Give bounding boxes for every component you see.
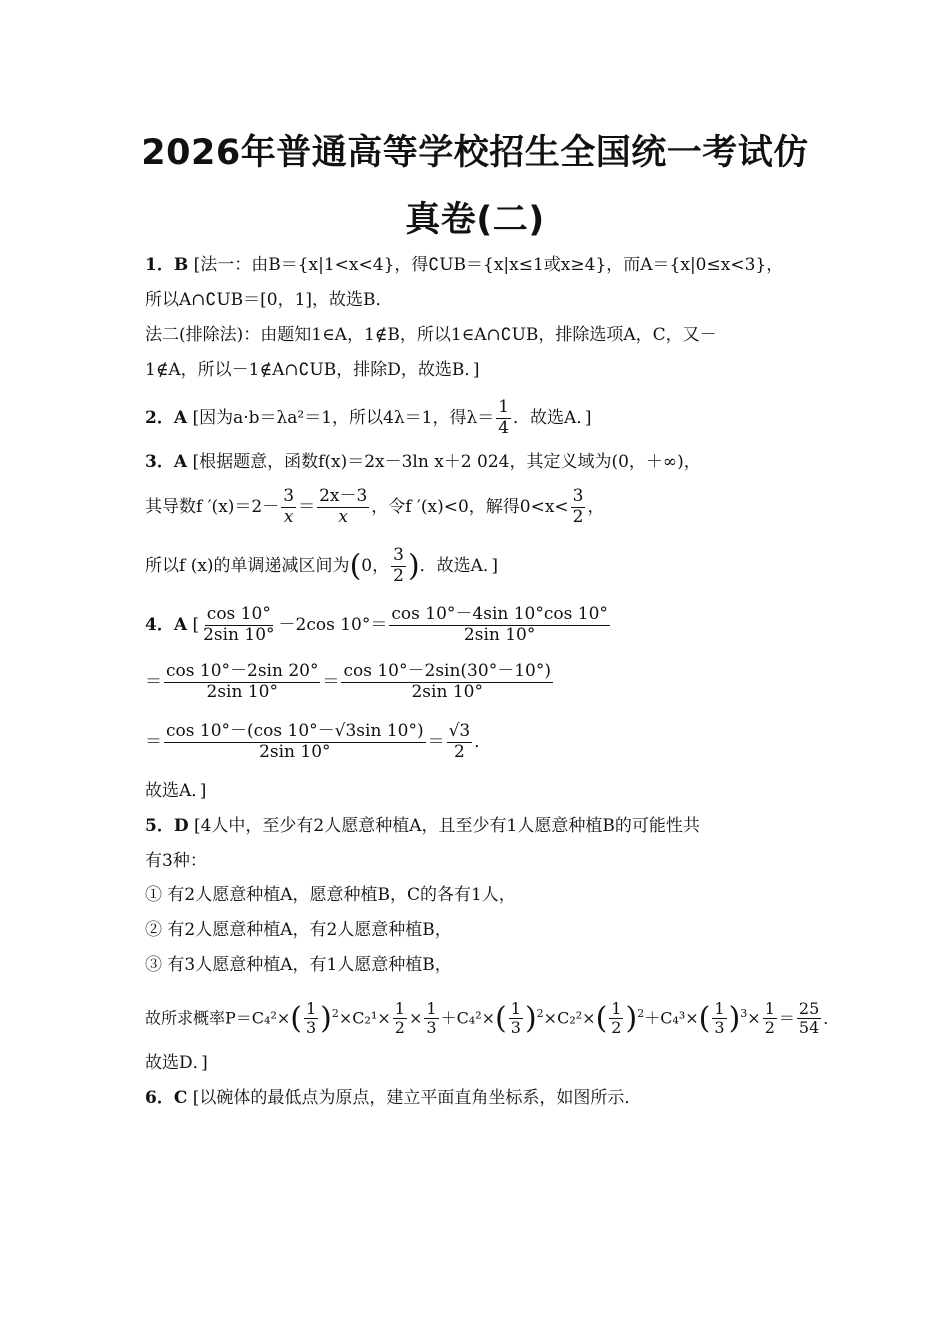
q4-line-1: [145, 603, 810, 647]
q5-term-3: ×: [408, 1008, 423, 1028]
q5-frac-d-den: 3: [510, 1018, 521, 1038]
q3-number: 3．A: [145, 452, 188, 472]
q5-power-3: 2: [637, 1007, 645, 1020]
q3-frac-1-den: x: [283, 507, 294, 527]
q3-text-2d: ，: [587, 497, 605, 517]
q6-line-1: [145, 1087, 810, 1109]
q5-line-6: [145, 990, 840, 1038]
q3-frac-1-num: 3: [283, 486, 295, 507]
q5-line-5: ③ 有3人愿意种植A，有1人愿意种植B，: [145, 955, 452, 975]
q5-frac-e-num: 1: [611, 998, 622, 1018]
q2-number: 2．A: [145, 408, 188, 428]
q3-text-3b: 0，: [361, 556, 390, 576]
q5-line-2: 有3种：: [145, 851, 207, 871]
left-paren: (: [349, 548, 362, 584]
q5-frac-b: [393, 1000, 407, 1038]
q2-text-pre: [因为a·b＝λa²＝1，所以4λ＝1，得λ＝: [192, 408, 495, 428]
q5-line-7: 故选D．]: [145, 1053, 208, 1073]
q5-term-5: ×C₂²×: [543, 1008, 596, 1028]
q5-frac-g-num: 1: [764, 998, 775, 1018]
paren-open: (: [595, 1000, 608, 1036]
paren-close: ): [320, 1000, 332, 1036]
q3-text-1: [根据题意，函数f(x)＝2x－3ln x＋2 024，其定义域为(0，＋∞)，: [192, 452, 701, 472]
q5-line-1: [145, 815, 810, 837]
right-paren: ): [407, 548, 420, 584]
q5-frac-b-den: 2: [394, 1018, 405, 1038]
q4-line-3: [145, 719, 810, 765]
q4-frac-6-den: 2: [454, 742, 465, 762]
q5-result-num: 25: [798, 998, 820, 1018]
q5-line-4: ② 有2人愿意种植A，有2人愿意种植B，: [145, 920, 452, 940]
q5-term-6: ＋C₄³×: [644, 1008, 699, 1028]
q4-frac-4-num: cos 10°－2sin(30°－10°): [343, 661, 551, 682]
q3-line-3: [145, 543, 810, 589]
q3-text-2b: ＝: [298, 497, 316, 517]
q4-frac-1: [201, 605, 276, 645]
q5-power-2: 2: [536, 1007, 544, 1020]
q3-frac-2-num: 2x－3: [319, 486, 368, 507]
q1-line-2: 所以A∩∁UB＝[0，1]，故选B．: [145, 290, 393, 310]
q3-text-3c: ．故选A．]: [419, 556, 499, 576]
q5-power-4: 3: [740, 1007, 748, 1020]
q5-frac-c-num: 1: [426, 998, 437, 1018]
q4-text-3c: ．: [474, 732, 492, 752]
paren-close: ): [728, 1000, 741, 1036]
q3-frac-4-num: 3: [393, 545, 404, 566]
q3-frac-4: [391, 546, 406, 586]
page-title-line-1: 2026年普通高等学校招生全国统一考试仿: [141, 133, 809, 173]
q3-text-3a: 所以f (x)的单调递减区间为: [145, 556, 350, 576]
q5-frac-c-den: 3: [426, 1018, 437, 1038]
q4-text-2b: ＝: [322, 672, 340, 692]
q5-term-1: C₄²×: [251, 1008, 291, 1028]
q3-frac-2-den: x: [338, 507, 348, 527]
q6-text-1: [以碗体的最低点为原点，建立平面直角坐标系，如图所示．: [192, 1088, 642, 1108]
q4-text-2a: ＝: [145, 672, 162, 692]
q4-frac-4: [341, 662, 552, 702]
q4-text-1a: [: [192, 615, 200, 635]
q5-frac-a: [304, 1000, 318, 1038]
q5-frac-e-den: 2: [611, 1018, 622, 1038]
q5-term-7: ×: [747, 1008, 761, 1028]
q3-frac-3-den: 2: [572, 507, 584, 527]
q5-frac-f-den: 3: [714, 1018, 725, 1038]
q5-frac-c: [424, 1000, 438, 1038]
q5-end-dot: ．: [823, 1008, 840, 1028]
q5-frac-g: [763, 1000, 777, 1038]
q3-line-2: [145, 485, 810, 529]
q4-frac-2: [389, 605, 610, 645]
q4-frac-3-den: 2sin 10°: [206, 682, 278, 702]
q5-term-4: ＋C₄²×: [440, 1008, 496, 1028]
q4-frac-5-num: cos 10°－(cos 10°－√3sin 10°): [166, 721, 424, 742]
q5-power-1: 2: [331, 1007, 339, 1020]
q4-line-2: [145, 660, 810, 704]
q4-frac-6: [447, 722, 473, 762]
q3-frac-4-den: 2: [393, 566, 404, 586]
q3-text-2a: 其导数f ′(x)＝2－: [145, 497, 280, 517]
q5-frac-a-den: 3: [305, 1018, 317, 1038]
paren-open: (: [290, 1000, 302, 1036]
q4-line-4: 故选A．]: [145, 781, 207, 801]
q1-line-1: [145, 254, 810, 276]
paren-open: (: [495, 1000, 507, 1036]
q4-frac-1-num: cos 10°: [206, 604, 271, 625]
q2-frac-den: 4: [498, 418, 510, 438]
q5-term-2: ×C₂¹×: [338, 1008, 391, 1028]
q5-text-6a: 故所求概率P＝: [145, 1008, 252, 1028]
q5-text-1: [4人中，至少有2人愿意种植A，且至少有1人愿意种植B的可能性共: [193, 816, 700, 836]
q4-text-1b: －2cos 10°＝: [278, 615, 388, 635]
q1-number: 1．B: [145, 255, 189, 275]
q5-frac-f-num: 1: [714, 998, 725, 1018]
q3-frac-3-num: 3: [572, 486, 584, 507]
q4-frac-4-den: 2sin 10°: [411, 682, 483, 702]
q4-frac-6-num: √3: [448, 721, 471, 742]
q3-text-2c: ，令f ′(x)<0，解得0<x<: [371, 497, 569, 517]
q1-line-3: 法二(排除法)：由题知1∈A，1∉B，所以1∈A∩∁UB，排除选项A，C，又－: [145, 325, 717, 345]
paren-close: ): [625, 1000, 638, 1036]
q3-line-1: [145, 451, 810, 473]
q5-number: 5．D: [145, 816, 189, 836]
q5-frac-a-num: 1: [305, 998, 317, 1018]
q4-frac-5-den: 2sin 10°: [259, 742, 331, 762]
q5-frac-b-num: 1: [394, 998, 405, 1018]
q2-text-post: ．故选A．]: [513, 408, 592, 428]
equals-sign: ＝: [778, 1008, 795, 1028]
q4-frac-5: [164, 722, 426, 762]
q5-frac-d: [509, 1000, 523, 1038]
q5-frac-d-num: 1: [510, 998, 521, 1018]
q5-result-den: 54: [798, 1018, 820, 1038]
q4-frac-1-den: 2sin 10°: [203, 625, 275, 645]
q3-frac-3: [571, 487, 586, 527]
page-title-line-2: 真卷(二): [405, 200, 545, 240]
q5-frac-g-den: 2: [764, 1018, 775, 1038]
q4-frac-2-num: cos 10°－4sin 10°cos 10°: [391, 604, 608, 625]
q2-line: [145, 398, 810, 438]
q4-frac-3-num: cos 10°－2sin 20°: [166, 661, 319, 682]
q4-frac-3: [164, 662, 320, 702]
q5-frac-e: [609, 1000, 623, 1038]
paren-open: (: [698, 1000, 711, 1036]
q6-number: 6．C: [145, 1088, 188, 1108]
q4-text-3a: ＝: [145, 732, 162, 752]
q2-frac-num: 1: [498, 397, 510, 418]
q1-text-1: [法一：由B＝{x|1<x<4}，得∁UB＝{x|x≤1或x≥4}，而A＝{x|0≤x<3}，: [193, 255, 784, 275]
q4-text-3b: ＝: [427, 732, 445, 752]
q3-frac-2: [317, 487, 369, 527]
q5-result: [797, 1000, 821, 1038]
q4-number: 4．A: [145, 615, 188, 635]
q4-frac-2-den: 2sin 10°: [463, 625, 536, 645]
q1-line-4: 1∉A，所以－1∉A∩∁UB，排除D，故选B．]: [145, 360, 480, 380]
paren-close: ): [524, 1000, 537, 1036]
q3-frac-1: [281, 487, 296, 527]
q5-line-3: ① 有2人愿意种植A，愿意种植B，C的各有1人，: [145, 885, 516, 905]
q5-frac-f: [712, 1000, 726, 1038]
q2-fraction: [496, 398, 511, 438]
